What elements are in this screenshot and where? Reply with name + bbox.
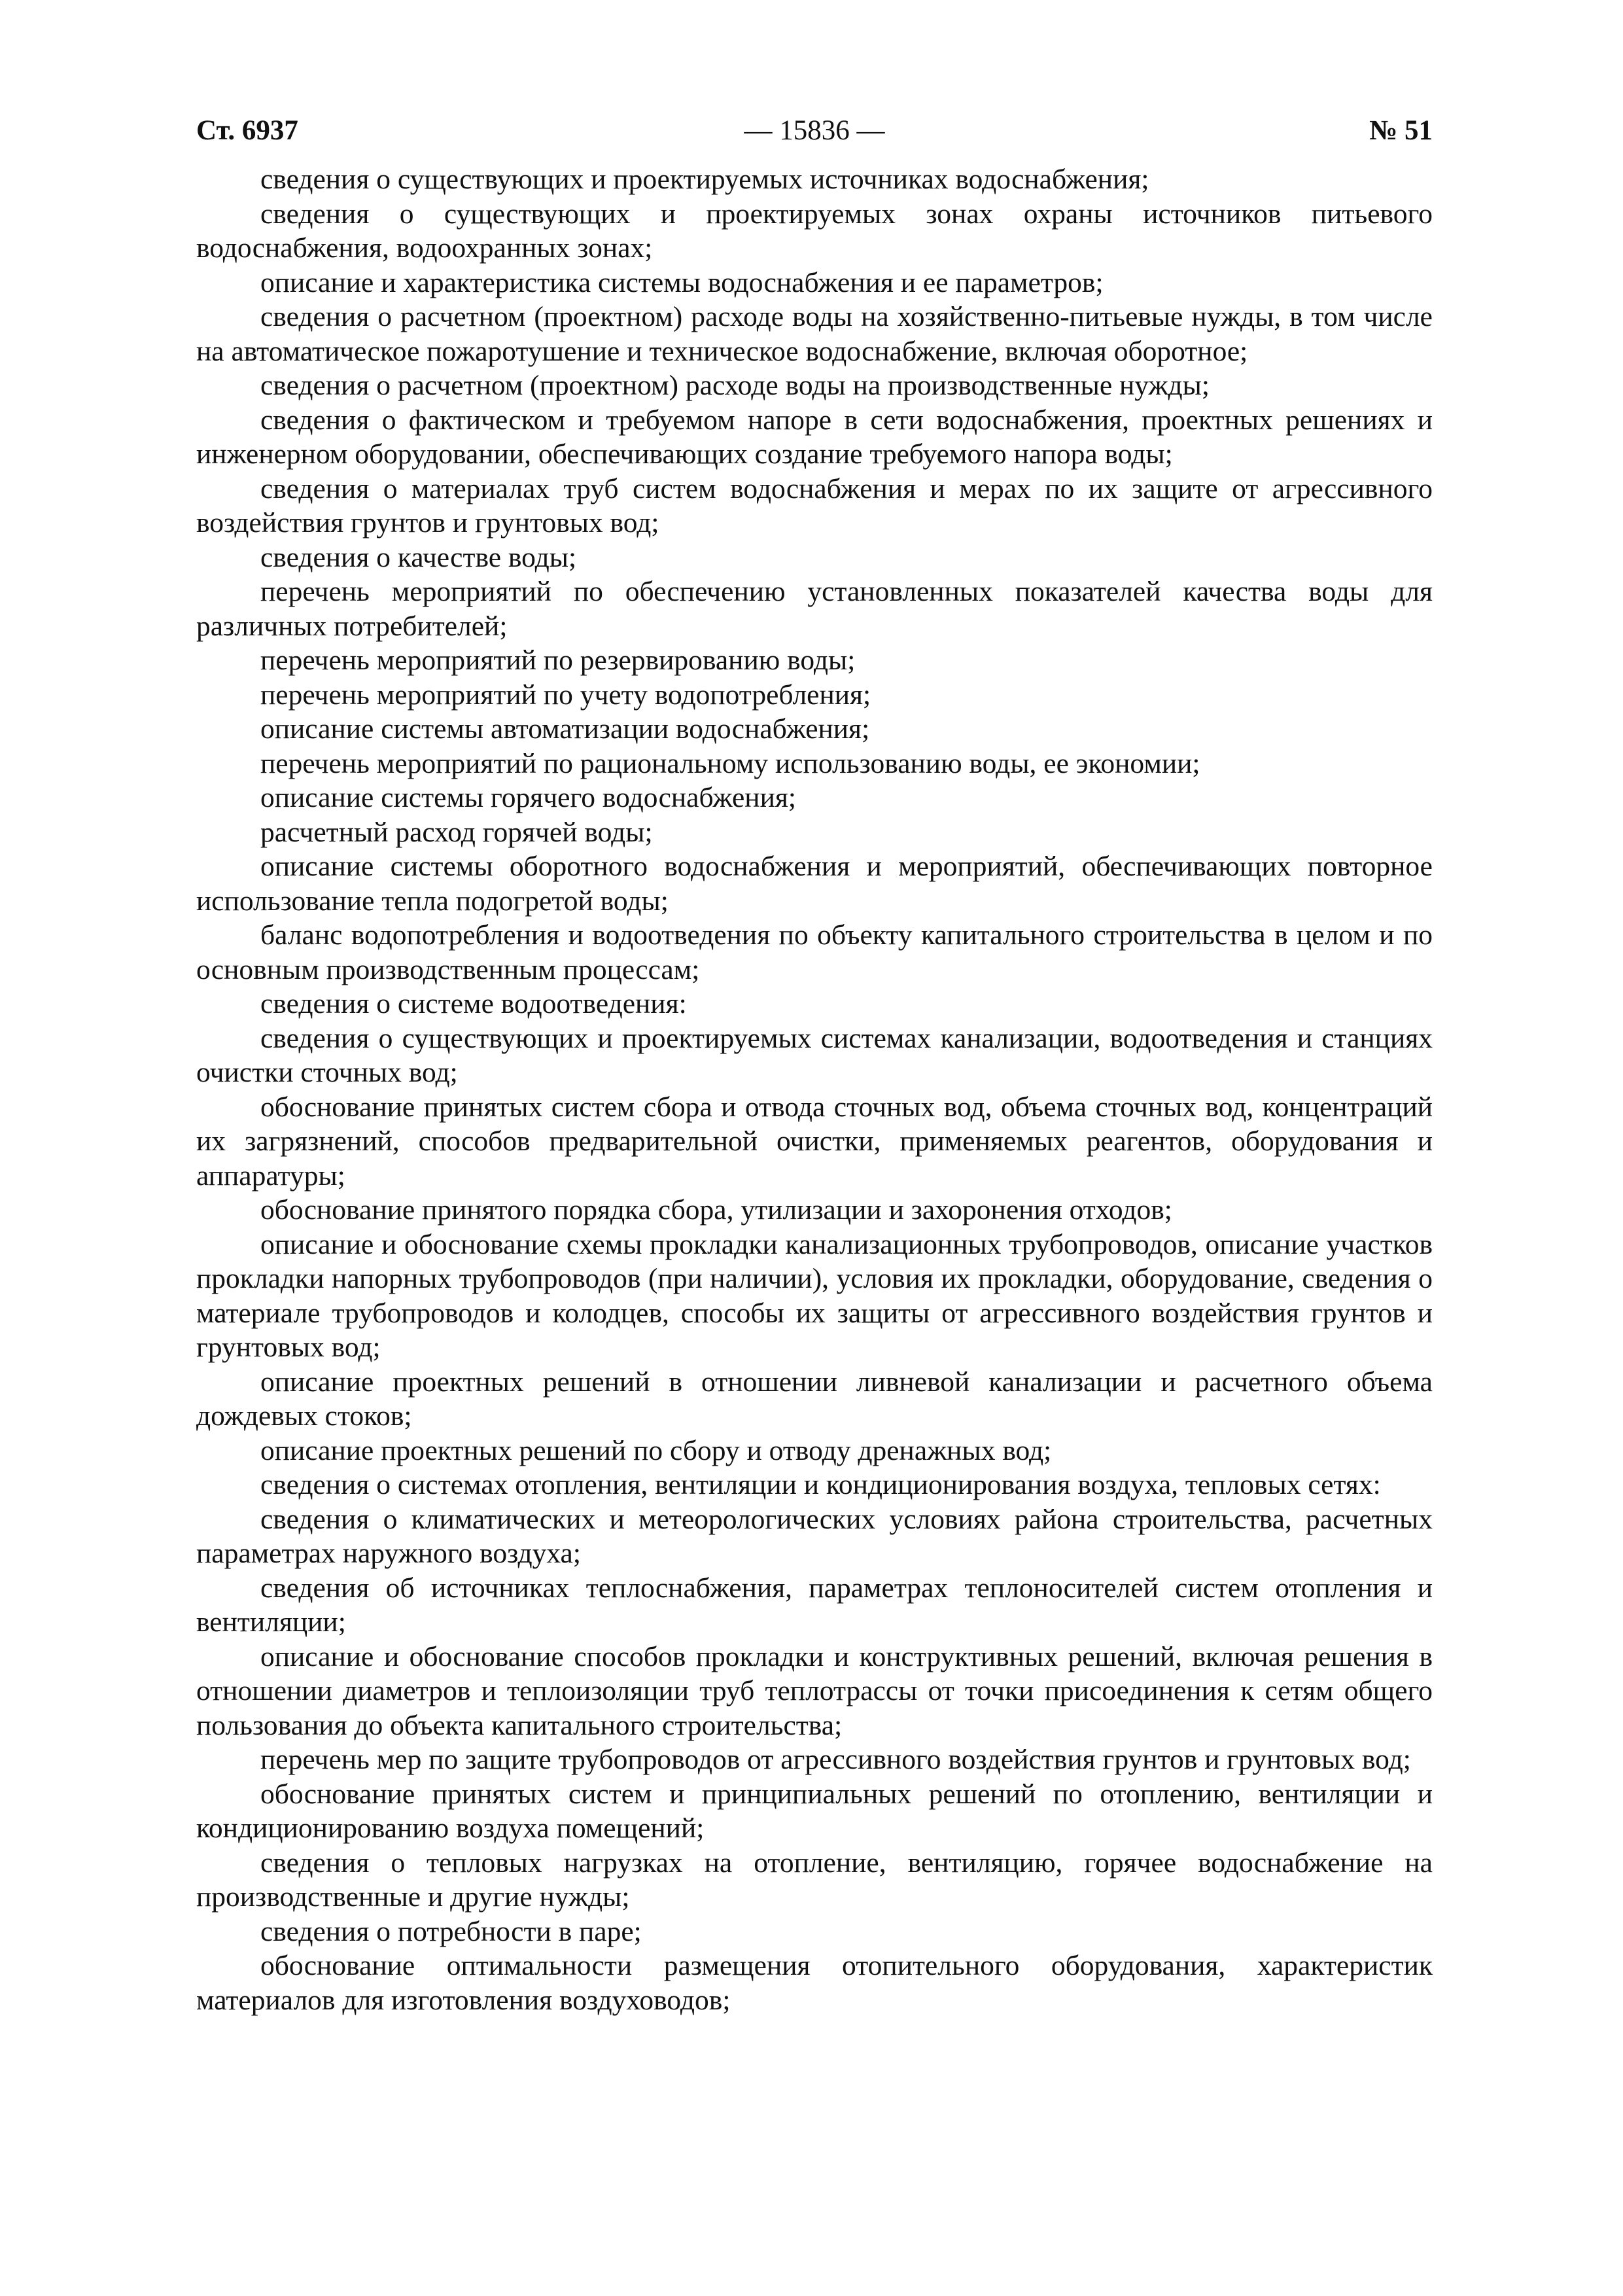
paragraph: сведения о расчетном (проектном) расходе воды на производственные нужды; [260,370,1210,401]
paragraph: описание и обоснование схемы прокладки канализационных трубопроводов, описание участков прокладки напорных трубопроводов (при наличии), условия их прокладки, оборудование, сведения о материале трубопроводов и колодцев, способы их защиты от агрессивного воздействия грунтов и грунтовых вод; [196,1228,1433,1363]
paragraph: сведения о существующих и проектируемых зонах охраны источников питьевого водоснабжения, водоохранных зонах; [196,198,1433,264]
paragraph: перечень мероприятий по учету водопотребления; [260,679,871,711]
issue-number: № 51 [1369,115,1433,146]
paragraph: перечень мероприятий по рациональному использованию воды, ее экономии; [260,747,1200,779]
paragraph: описание проектных решений по сбору и отводу дренажных вод; [260,1434,1052,1466]
paragraph: обоснование принятого порядка сбора, утилизации и захоронения отходов; [260,1194,1172,1226]
paragraph: сведения о качестве воды; [260,541,577,573]
paragraph: сведения о системах отопления, вентиляции и кондиционирования воздуха, тепловых сетях: [260,1469,1381,1500]
paragraph: перечень мер по защите трубопроводов от агрессивного воздействия грунтов и грунтовых вод; [260,1744,1411,1775]
paragraph: сведения о потребности в паре; [260,1915,642,1947]
paragraph: сведения о существующих и проектируемых источниках водоснабжения; [260,164,1149,195]
paragraph: сведения об источниках теплоснабжения, параметрах теплоносителей систем отопления и вентиляции; [196,1572,1433,1638]
paragraph: описание и обоснование способов прокладки и конструктивных решений, включая решения в отношении диаметров и теплоизоляции труб теплотрассы от точки присоединения к сетям общего пользования до объекта капитального строительства; [196,1640,1433,1741]
paragraph: обоснование принятых систем сбора и отвода сточных вод, объема сточных вод, концентраций их загрязнений, способов предварительной очистки, применяемых реагентов, оборудования и аппаратуры; [196,1091,1433,1192]
paragraph: сведения о материалах труб систем водоснабжения и мерах по их защите от агрессивного воздействия грунтов и грунтовых вод; [196,472,1433,539]
paragraph: сведения о тепловых нагрузках на отопление, вентиляцию, горячее водоснабжение на производственные и другие нужды; [196,1846,1433,1913]
paragraph: описание системы автоматизации водоснабжения; [260,713,870,745]
document-body [196,162,1433,2017]
paragraph: сведения о системе водоотведения: [260,988,687,1019]
paragraph: сведения о климатических и метеорологических условиях района строительства, расчетных параметрах наружного воздуха; [196,1503,1433,1569]
paragraph: расчетный расход горячей воды; [260,816,653,848]
page-number: — 15836 — [744,115,885,146]
page-header [196,111,1433,162]
paragraph: обоснование принятых систем и принципиальных решений по отоплению, вентиляции и кондиционированию воздуха помещений; [196,1778,1433,1844]
paragraph: перечень мероприятий по обеспечению установленных показателей качества воды для различных потребителей; [196,576,1433,642]
paragraph: описание проектных решений в отношении ливневой канализации и расчетного объема дождевых стоков; [196,1366,1433,1432]
document-page [196,111,1433,2017]
paragraph: перечень мероприятий по резервированию воды; [260,645,856,676]
paragraph: баланс водопотребления и водоотведения по объекту капитального строительства в целом и по основным производственным процессам; [196,919,1433,985]
paragraph: описание и характеристика системы водоснабжения и ее параметров; [260,266,1104,298]
paragraph: обоснование оптимальности размещения отопительного оборудования, характеристик материалов для изготовления воздуховодов; [196,1950,1433,2016]
paragraph: описание системы оборотного водоснабжения и мероприятий, обеспечивающих повторное использование тепла подогретой воды; [196,851,1433,917]
paragraph: сведения о существующих и проектируемых системах канализации, водоотведения и станциях очистки сточных вод; [196,1022,1433,1088]
article-number: Ст. 6937 [196,115,298,146]
paragraph: описание системы горячего водоснабжения; [260,782,796,813]
paragraph: сведения о фактическом и требуемом напоре в сети водоснабжения, проектных решениях и инженерном оборудовании, обеспечивающих создание требуемого напора воды; [196,404,1433,470]
paragraph: сведения о расчетном (проектном) расходе воды на хозяйственно-питьевые нужды, в том числе на автоматическое пожаротушение и техническое водоснабжение, включая оборотное; [196,301,1433,367]
